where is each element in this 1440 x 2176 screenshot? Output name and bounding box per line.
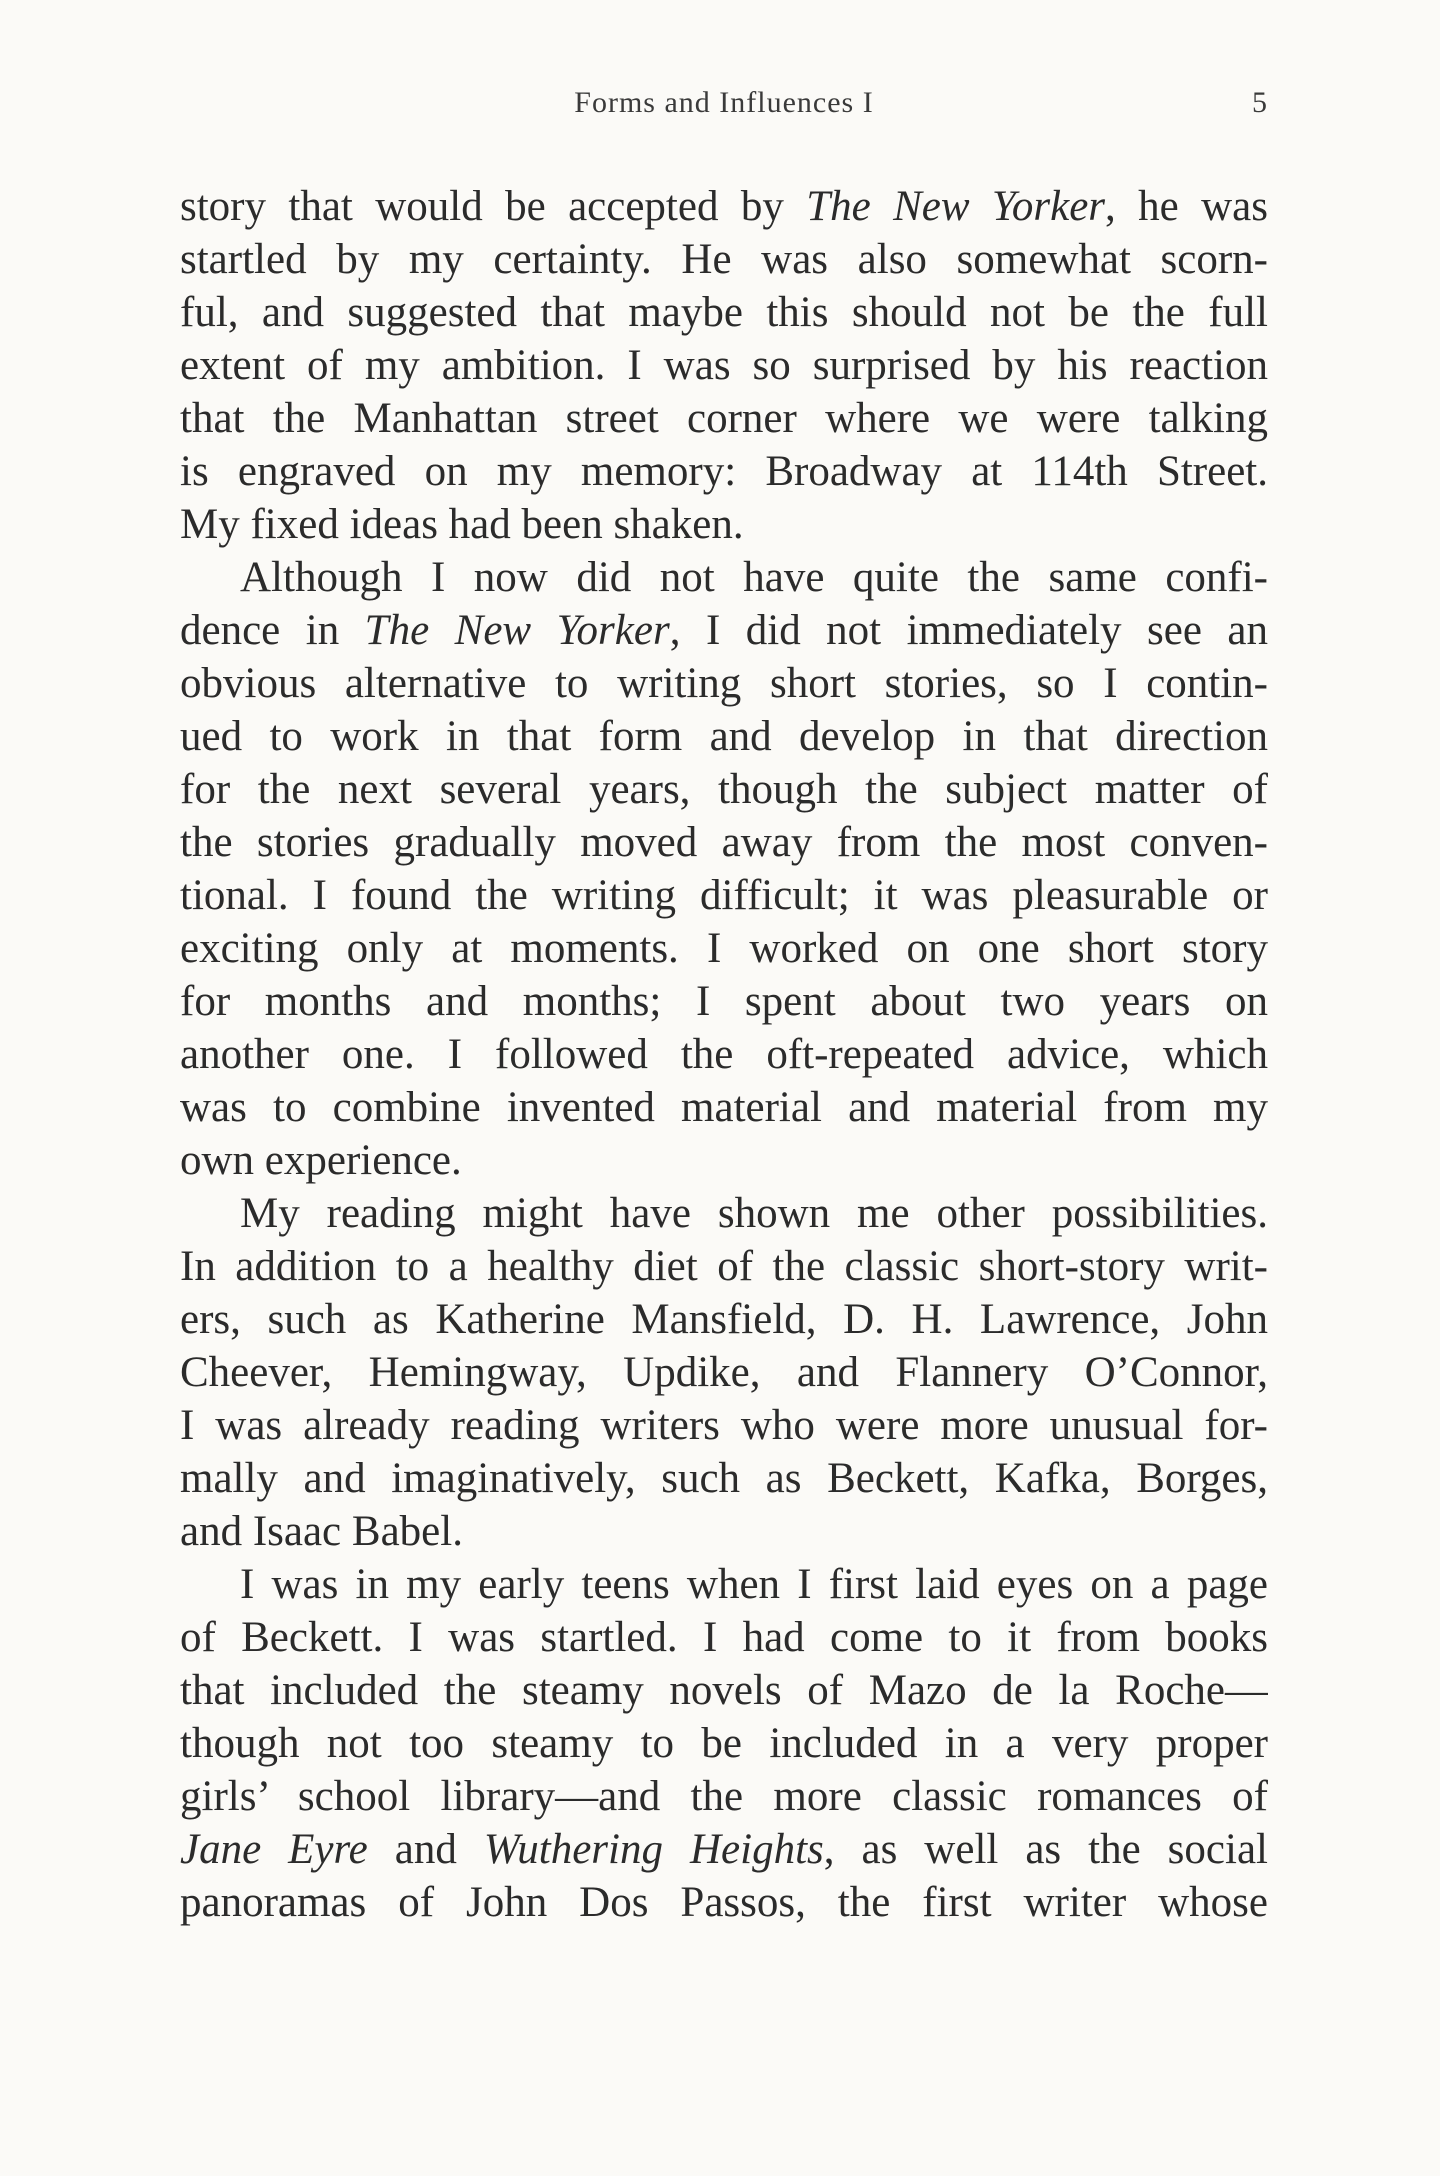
italic-title: Wuthering Heights	[483, 1826, 824, 1873]
text-segment: , he was	[1105, 183, 1268, 230]
text-segment: extent of my ambition. I was so surprised by his reaction	[180, 342, 1268, 389]
text-line	[180, 1346, 1268, 1399]
text-line	[180, 551, 1268, 604]
text-line	[180, 1187, 1268, 1240]
text-line	[180, 1717, 1268, 1770]
running-head-title: Forms and Influences I	[574, 86, 874, 119]
text-segment: that the Manhattan street corner where we were talking	[180, 395, 1268, 442]
text-segment: tional. I found the writing difficult; it was pleasurable or	[180, 872, 1268, 919]
text-segment: My fixed ideas had been shaken.	[180, 501, 744, 548]
text-segment: though not too steamy to be included in a very proper	[180, 1720, 1268, 1767]
page-number: 5	[1252, 86, 1268, 119]
text-segment: , I did not immediately see an	[669, 607, 1268, 654]
text-line	[180, 498, 1268, 551]
text-segment: My reading might have shown me other possibilities.	[240, 1190, 1268, 1237]
text-line	[180, 657, 1268, 710]
text-line	[180, 1028, 1268, 1081]
italic-title: The New Yorker	[806, 183, 1106, 230]
text-segment: ful, and suggested that maybe this should not be the full	[180, 289, 1268, 336]
text-line	[180, 1293, 1268, 1346]
text-segment: of Beckett. I was startled. I had come to it from books	[180, 1614, 1268, 1661]
text-line	[180, 339, 1268, 392]
text-segment: I was in my early teens when I first laid eyes on a page	[240, 1561, 1268, 1608]
text-segment: , as well as the social	[823, 1826, 1268, 1873]
text-line	[180, 1611, 1268, 1664]
text-segment: another one. I followed the oft-repeated advice, which	[180, 1031, 1268, 1078]
text-segment: for months and months; I spent about two years on	[180, 978, 1268, 1025]
text-line	[180, 180, 1268, 233]
text-line	[180, 1452, 1268, 1505]
italic-title: Jane Eyre	[180, 1826, 368, 1873]
text-segment: the stories gradually moved away from the most conven-	[180, 819, 1268, 866]
italic-title: The New Yorker	[364, 607, 670, 654]
text-line	[180, 1240, 1268, 1293]
text-segment: ued to work in that form and develop in that direction	[180, 713, 1268, 760]
text-line	[180, 445, 1268, 498]
body-text	[180, 180, 1268, 1929]
text-segment: for the next several years, though the subject matter of	[180, 766, 1268, 813]
text-segment: is engraved on my memory: Broadway at 114th Street.	[180, 448, 1268, 495]
text-segment: and	[367, 1826, 484, 1873]
running-head	[180, 86, 1268, 126]
text-segment: and Isaac Babel.	[180, 1508, 463, 1555]
text-line	[180, 816, 1268, 869]
text-line	[180, 1558, 1268, 1611]
text-segment: In addition to a healthy diet of the classic short-story writ-	[180, 1243, 1268, 1290]
text-line	[180, 1081, 1268, 1134]
text-line	[180, 975, 1268, 1028]
text-segment: mally and imaginatively, such as Beckett, Kafka, Borges,	[180, 1455, 1268, 1502]
text-line	[180, 1770, 1268, 1823]
text-segment: story that would be accepted by	[180, 183, 807, 230]
text-segment: obvious alternative to writing short stories, so I contin-	[180, 660, 1268, 707]
text-line	[180, 1399, 1268, 1452]
text-line	[180, 286, 1268, 339]
text-line	[180, 869, 1268, 922]
text-line	[180, 1876, 1268, 1929]
text-line	[180, 604, 1268, 657]
text-line	[180, 1664, 1268, 1717]
text-line	[180, 763, 1268, 816]
text-segment: Cheever, Hemingway, Updike, and Flannery O’Connor,	[180, 1349, 1268, 1396]
text-line	[180, 1505, 1268, 1558]
text-segment: ers, such as Katherine Mansfield, D. H. Lawrence, John	[180, 1296, 1268, 1343]
text-segment: that included the steamy novels of Mazo de la Roche—	[180, 1667, 1268, 1714]
text-segment: own experience.	[180, 1137, 462, 1184]
text-line	[180, 922, 1268, 975]
text-segment: exciting only at moments. I worked on one short story	[180, 925, 1268, 972]
text-segment: startled by my certainty. He was also somewhat scorn-	[180, 236, 1268, 283]
text-segment: I was already reading writers who were more unusual for-	[180, 1402, 1268, 1449]
text-segment: girls’ school library—and the more classic romances of	[180, 1773, 1268, 1820]
text-line	[180, 233, 1268, 286]
text-segment: Although I now did not have quite the same confi-	[240, 554, 1268, 601]
text-line	[180, 1134, 1268, 1187]
text-segment: dence in	[180, 607, 365, 654]
text-segment: panoramas of John Dos Passos, the first writer whose	[180, 1879, 1268, 1926]
text-line	[180, 392, 1268, 445]
text-segment: was to combine invented material and material from my	[180, 1084, 1268, 1131]
text-line	[180, 1823, 1268, 1876]
text-line	[180, 710, 1268, 763]
